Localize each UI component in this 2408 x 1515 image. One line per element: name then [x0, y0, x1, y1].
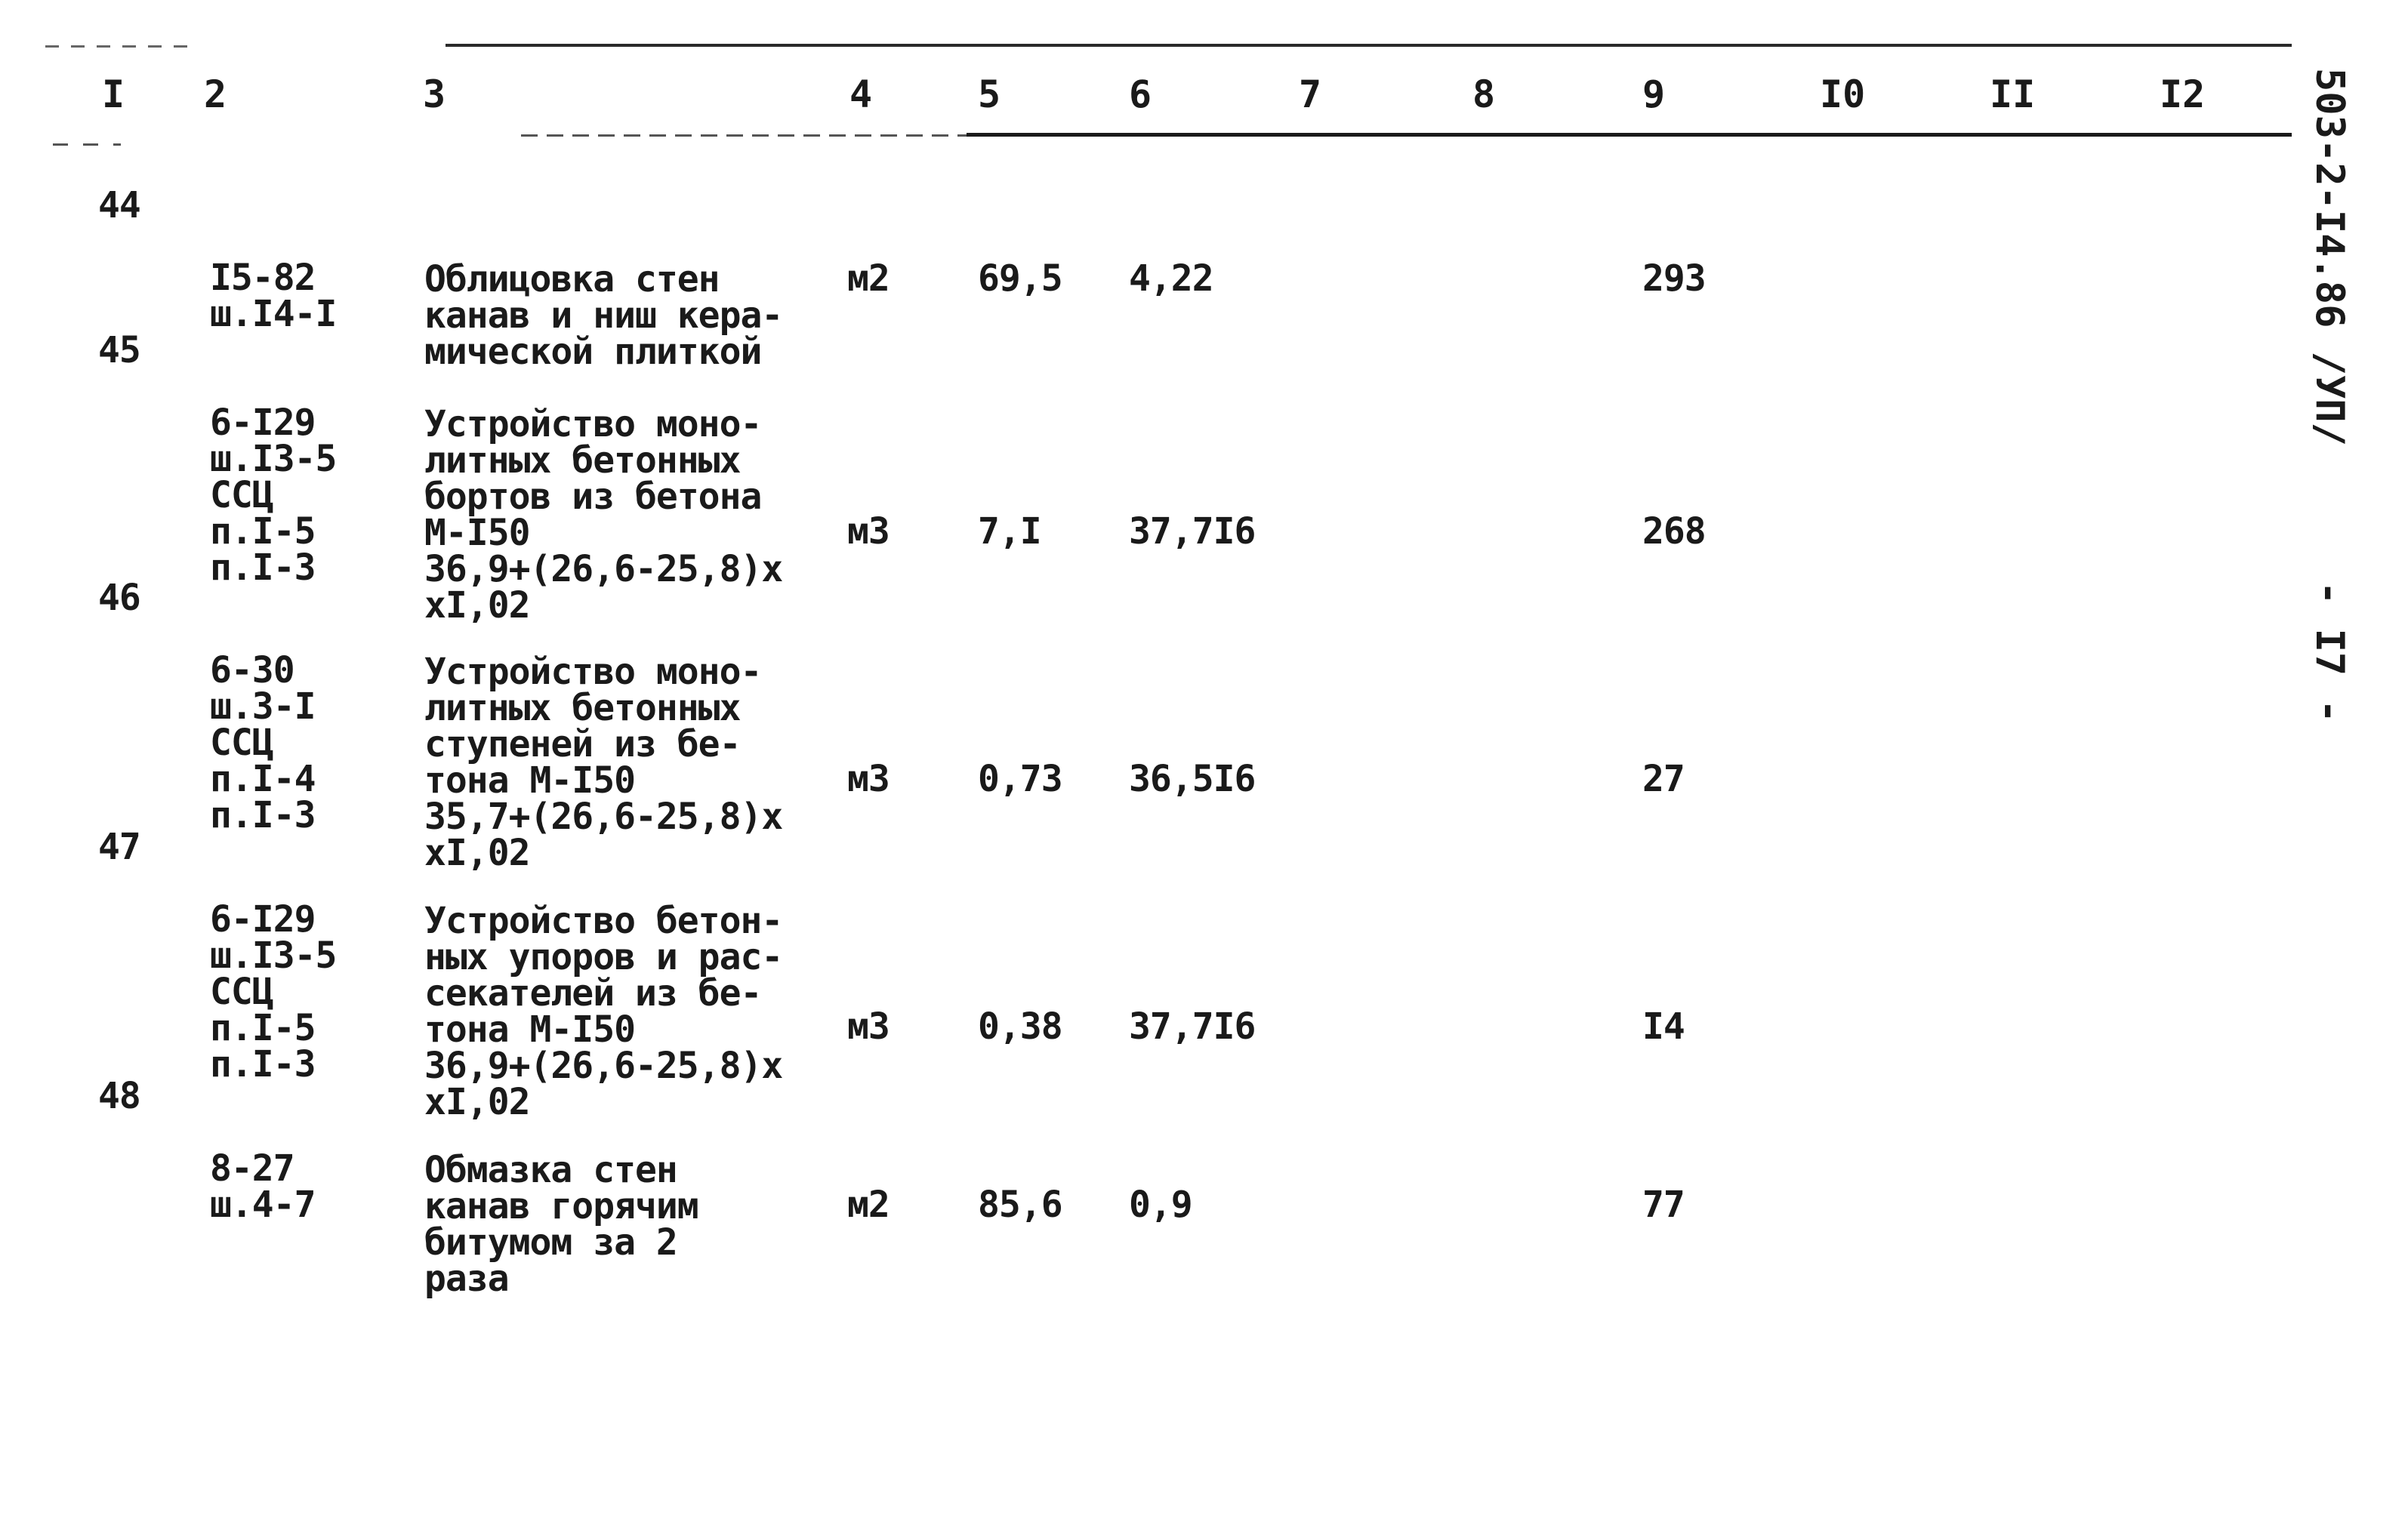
header-rule-bottom	[967, 133, 2292, 137]
column-header-8: 8	[1472, 72, 1496, 116]
row-48-reference: 8-27 ш.4-7	[210, 1147, 316, 1226]
page-number-text: - I7 -	[2307, 581, 2352, 723]
row-48-number: 48	[98, 1075, 140, 1117]
column-header-2: 2	[204, 72, 227, 116]
row-46-quantity: 0,73	[978, 758, 1062, 800]
row-44-number: 44	[98, 184, 140, 226]
column-header-9: 9	[1642, 72, 1666, 116]
row-48-unit: м2	[847, 1184, 890, 1226]
column-header-10: I0	[1820, 72, 1866, 116]
row-45-number: 45	[98, 329, 140, 371]
row-46-unit: м3	[847, 758, 890, 800]
row-47-number: 47	[98, 826, 140, 868]
row-47-description: Устройство бетон- ных упоров и рас- секателей из бе- тона М-I50 36,9+(26,6-25,8)х хI,02	[424, 900, 783, 1123]
side-page-number	[2299, 581, 2367, 747]
row-46-description: Устройство моно- литных бетонных ступеней из бе- тона М-I50 35,7+(26,6-25,8)х хI,02	[424, 651, 783, 874]
row-47-quantity: 0,38	[978, 1005, 1062, 1048]
header-rule-faint	[45, 45, 196, 48]
row-48-total: 77	[1642, 1184, 1685, 1226]
document-code-text: 503-2-I4.86 /УП/	[2307, 68, 2352, 446]
row-47-reference: 6-I29 ш.I3-5 ССЦ п.I-5 п.I-3	[210, 898, 337, 1085]
header-rule-bottom-faint	[521, 134, 967, 137]
row-47-total: I4	[1642, 1005, 1685, 1048]
column-header-12: I2	[2160, 72, 2206, 116]
row-46-unit-price: 36,5I6	[1129, 758, 1256, 800]
side-document-code	[2299, 68, 2367, 491]
row-45-total: 268	[1642, 510, 1706, 553]
header-rule-left-dash	[53, 143, 121, 146]
row-48-unit-price: 0,9	[1129, 1184, 1192, 1226]
column-header-6: 6	[1129, 72, 1152, 116]
row-45-unit-price: 37,7I6	[1129, 510, 1256, 553]
column-header-1: I	[102, 72, 125, 116]
row-44-description: Облицовка стен канав и ниш кера- мической плиткой	[424, 258, 783, 373]
row-45-quantity: 7,I	[978, 510, 1041, 553]
row-46-number: 46	[98, 577, 140, 619]
row-45-description: Устройство моно- литных бетонных бортов из бетона М-I50 36,9+(26,6-25,8)х хI,02	[424, 403, 783, 627]
column-header-5: 5	[978, 72, 1001, 116]
row-44-reference: I5-82 ш.I4-I	[210, 257, 337, 335]
row-44-unit: м2	[847, 257, 890, 300]
column-header-3: 3	[423, 72, 446, 116]
row-44-total: 293	[1642, 257, 1706, 300]
column-header-11: II	[1990, 72, 2036, 116]
row-45-unit: м3	[847, 510, 890, 553]
row-47-unit-price: 37,7I6	[1129, 1005, 1256, 1048]
column-header-7: 7	[1299, 72, 1322, 116]
row-44-unit-price: 4,22	[1129, 257, 1213, 300]
row-45-reference: 6-I29 ш.I3-5 ССЦ п.I-5 п.I-3	[210, 402, 337, 589]
header-rule-top	[446, 44, 2292, 47]
row-48-description: Обмазка стен канав горячим битумом за 2 раза	[424, 1149, 698, 1300]
row-47-unit: м3	[847, 1005, 890, 1048]
row-44-quantity: 69,5	[978, 257, 1062, 300]
column-header-4: 4	[849, 72, 873, 116]
row-48-quantity: 85,6	[978, 1184, 1062, 1226]
row-46-reference: 6-30 ш.3-I ССЦ п.I-4 п.I-3	[210, 649, 316, 836]
row-46-total: 27	[1642, 758, 1685, 800]
